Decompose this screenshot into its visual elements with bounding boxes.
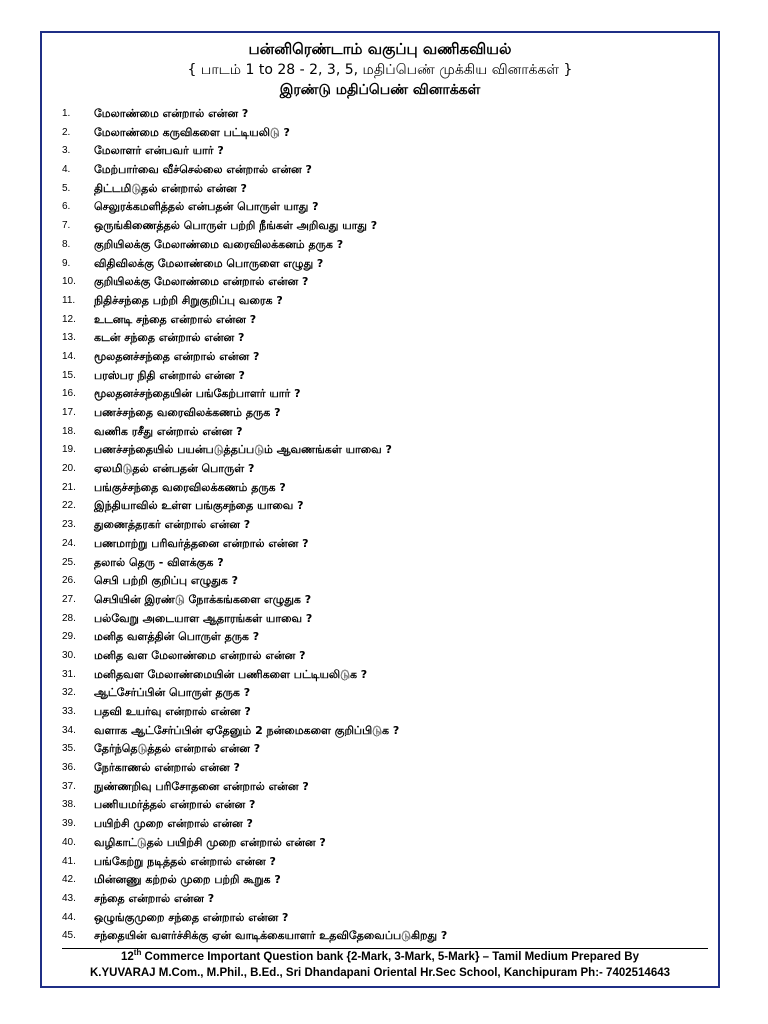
question-item [62, 217, 712, 236]
footer-line-2: K.YUVARAJ M.Com., M.Phil., B.Ed., Sri Dhandapani Oriental Hr.Sec School, Kanchipuram Ph:- 7402514643 [89, 967, 671, 979]
question-text: ஏலமிடுதல் என்பதன் பொருள் ? [94, 462, 255, 476]
question-item [62, 554, 712, 573]
question-text: பரஸ்பர நிதி என்றால் என்ன ? [94, 368, 245, 382]
question-item [62, 367, 712, 386]
question-text: வளாக ஆட்சேர்ப்பின் ஏதேனும் 2 நன்மைகளை குறிப்பிடுக ? [94, 723, 400, 737]
question-number: 8. [62, 238, 71, 250]
question-number: 41. [62, 855, 76, 867]
question-text: சந்தை என்றால் என்ன ? [94, 891, 215, 905]
question-number: 25. [62, 556, 76, 568]
footer-line-1 [40, 949, 720, 965]
question-text: குறியிலக்கு மேலாண்மை வரைவிலக்கனம் தருக ? [94, 237, 344, 251]
footer-course-text: Commerce Important Question bank {2-Mark, 3-Mark, 5-Mark} – Tamil Medium Prepared By [141, 951, 639, 963]
question-item [62, 497, 712, 516]
question-item [62, 105, 712, 124]
question-text: ஒருங்கிணைத்தல் பொருள் பற்றி நீங்கள் அறிவது யாது ? [94, 219, 378, 233]
question-item [62, 927, 712, 946]
question-text: விதிவிலக்கு மேலாண்மை பொருளை எழுது ? [94, 256, 324, 270]
question-text: பல்வேறு அடையாள ஆதாரங்கள் யாவை ? [94, 611, 313, 625]
footer-grade-suffix: th [133, 948, 142, 958]
question-text: துணைத்தரகர் என்றால் என்ன ? [94, 518, 251, 532]
question-text: பணச்சந்தையில் பயன்படுத்தப்படும் ஆவணங்கள் யாவை ? [94, 443, 392, 457]
question-item [62, 348, 712, 367]
question-number: 17. [62, 407, 76, 418]
question-number: 11. [62, 294, 76, 306]
question-text: குறியிலக்கு மேலாண்மை என்றால் என்ன ? [94, 275, 309, 289]
question-item [62, 180, 712, 199]
question-text: வணிக ரசீது என்றால் என்ன ? [94, 424, 243, 438]
question-number: 20. [62, 463, 76, 475]
question-text: மனித வளத்தின் பொருள் தருக ? [94, 630, 260, 644]
document-header [40, 38, 720, 100]
question-item [62, 441, 712, 460]
question-number: 6. [62, 201, 71, 213]
question-number: 22. [62, 500, 76, 512]
question-item [62, 666, 712, 685]
question-number: 23. [62, 519, 76, 531]
question-number: 14. [62, 350, 76, 362]
question-item [62, 404, 712, 423]
question-number: 16. [62, 388, 76, 400]
question-text: செபியின் இரண்டு நோக்கங்களை எழுதுக ? [94, 592, 312, 606]
question-item [62, 909, 712, 928]
section-heading: இரண்டு மதிப்பெண் வினாக்கள் [279, 82, 481, 98]
question-text: சந்தையின் வளர்ச்சிக்கு ஏன் வாடிக்கையாளர் உதவிதேவைப்படுகிறது ? [94, 929, 448, 943]
question-number: 18. [62, 425, 76, 437]
question-number: 12. [62, 313, 76, 325]
question-number: 7. [62, 220, 71, 232]
question-number: 34. [62, 724, 76, 736]
question-number: 19. [62, 444, 76, 456]
question-item [62, 423, 712, 442]
question-text: பணமாற்று பரிவர்த்தனை என்றால் என்ன ? [94, 536, 309, 550]
question-text: நிதிச்சந்தை பற்றி சிறுகுறிப்பு வரைக ? [94, 293, 283, 307]
question-text: மேலாண்மை கருவிகளை பட்டியலிடு ? [94, 125, 290, 139]
question-text: நேர்காணல் என்றால் என்ன ? [94, 761, 240, 775]
question-item [62, 124, 712, 143]
question-number: 26. [62, 575, 76, 587]
question-number: 31. [62, 668, 76, 680]
question-item [62, 311, 712, 330]
question-number: 13. [62, 332, 76, 344]
question-number: 2. [62, 126, 71, 138]
question-item [62, 591, 712, 610]
question-number: 32. [62, 687, 76, 699]
question-item [62, 516, 712, 535]
question-text: தேர்ந்தெடுத்தல் என்றால் என்ன ? [94, 742, 261, 756]
question-item [62, 647, 712, 666]
question-item [62, 255, 712, 274]
footer-grade-number: 12 [121, 951, 134, 963]
question-number: 9. [62, 257, 71, 269]
question-text: திட்டமிடுதல் என்றால் என்ன ? [94, 181, 247, 195]
question-text: உடனடி சந்தை என்றால் என்ன ? [94, 312, 257, 326]
question-number: 42. [62, 874, 76, 886]
question-text: பயிற்சி முறை என்றால் என்ன ? [94, 817, 253, 831]
question-item [62, 385, 712, 404]
question-number: 27. [62, 593, 76, 605]
question-item [62, 161, 712, 180]
question-item [62, 853, 712, 872]
question-number: 15. [62, 369, 76, 381]
question-item [62, 572, 712, 591]
question-item [62, 142, 712, 161]
question-item [62, 273, 712, 292]
question-item [62, 815, 712, 834]
question-text: மேலாளர் என்பவர் யார் ? [94, 144, 224, 158]
question-text: பணச்சந்தை வரைவிலக்கணம் தருக ? [94, 406, 281, 419]
document-subtitle: { பாடம் 1 to 28 - 2, 3, 5, மதிப்பெண் முக்கிய வினாக்கள் } [187, 62, 573, 78]
question-item [62, 479, 712, 498]
question-number: 44. [62, 911, 76, 923]
question-number: 40. [62, 836, 76, 848]
question-item [62, 460, 712, 479]
question-item [62, 329, 712, 348]
question-number: 33. [62, 706, 76, 717]
question-list [62, 105, 712, 946]
question-text: நுண்ணறிவு பரிசோதனை என்றால் என்ன ? [94, 779, 309, 793]
document-title: பன்னிரெண்டாம் வகுப்பு வணிகவியல் [248, 40, 512, 58]
question-text: மூலதனச்சந்தையின் பங்கேற்பாளர் யார் ? [94, 387, 301, 401]
question-item [62, 740, 712, 759]
question-text: பணியமர்த்தல் என்றால் என்ன ? [94, 798, 256, 812]
question-text: மனித வள மேலாண்மை என்றால் என்ன ? [94, 648, 306, 662]
question-number: 37. [62, 780, 76, 792]
question-item [62, 796, 712, 815]
question-number: 24. [62, 537, 76, 549]
question-item [62, 834, 712, 853]
question-item [62, 198, 712, 217]
question-text: பங்குச்சந்தை வரைவிலக்கணம் தருக ? [94, 480, 286, 494]
question-number: 38. [62, 799, 76, 811]
question-text: செலுரக்கமளித்தல் என்பதன் பொருள் யாது ? [94, 200, 319, 214]
question-item [62, 628, 712, 647]
question-text: மின்னணு கற்றல் முறை பற்றி கூறுக ? [94, 873, 281, 887]
question-number: 45. [62, 930, 76, 942]
question-item [62, 778, 712, 797]
question-item [62, 292, 712, 311]
question-text: ஒழுங்குமுறை சந்தை என்றால் என்ன ? [94, 910, 289, 924]
question-text: மேற்பார்வை வீச்செல்லை என்றால் என்ன ? [94, 163, 312, 177]
question-number: 36. [62, 762, 76, 774]
question-number: 43. [62, 892, 76, 904]
question-number: 39. [62, 818, 76, 830]
question-item [62, 684, 712, 703]
question-item [62, 890, 712, 909]
question-number: 35. [62, 743, 76, 755]
question-item [62, 759, 712, 778]
question-number: 1. [62, 108, 71, 119]
question-item [62, 535, 712, 554]
question-item [62, 610, 712, 629]
question-text: கடன் சந்தை என்றால் என்ன ? [94, 331, 245, 345]
question-number: 3. [62, 145, 71, 157]
question-item [62, 236, 712, 255]
question-number: 30. [62, 649, 76, 661]
question-text: பங்கேற்று நடித்தல் என்றால் என்ன ? [94, 854, 276, 868]
question-text: மூலதனச்சந்தை என்றால் என்ன ? [94, 349, 260, 363]
question-text: இந்தியாவில் உள்ள பங்குசந்தை யாவை ? [94, 499, 304, 513]
question-item [62, 871, 712, 890]
question-number: 10. [62, 276, 76, 288]
question-text: செபி பற்றி குறிப்பு எழுதுக ? [94, 574, 238, 588]
question-number: 29. [62, 631, 76, 643]
question-number: 4. [62, 164, 71, 176]
question-text: ஆட்சேர்ப்பின் பொருள் தருக ? [94, 686, 251, 700]
question-text: மனிதவள மேலாண்மையின் பணிகளை பட்டியலிடுக ? [94, 667, 368, 681]
question-number: 21. [62, 481, 76, 493]
question-item [62, 703, 712, 722]
question-text: வழிகாட்டுதல் பயிற்சி முறை என்றால் என்ன ? [94, 835, 326, 849]
question-number: 28. [62, 612, 76, 624]
question-text: மேலாண்மை என்றால் என்ன ? [94, 107, 249, 120]
question-text: பதவி உயர்வு என்றால் என்ன ? [94, 705, 251, 718]
question-number: 5. [62, 182, 71, 194]
question-text: தலால் தெரு - விளக்குக ? [94, 555, 224, 569]
question-item [62, 722, 712, 741]
document-footer [40, 949, 720, 981]
